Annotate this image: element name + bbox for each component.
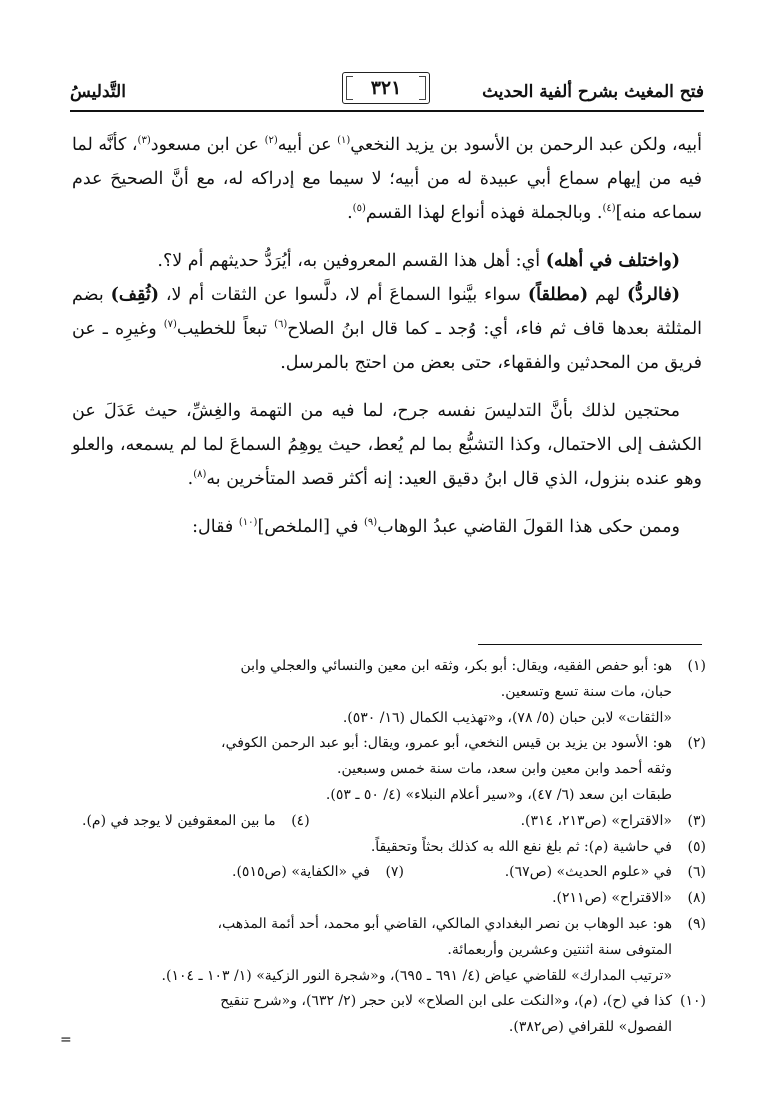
footnote-7: (٧) في «الكفاية» (ص٥١٥).	[232, 864, 404, 881]
footnote-4: (٤) ما بين المعقوفين لا يوجد في (م).	[82, 812, 310, 829]
footnotes	[72, 654, 706, 1041]
footnote-ref-3: (٣)	[137, 135, 151, 147]
paragraph-3: (فالردُّ) لهم (مطلقاً) سواء بيَّنوا السماعَ أم لا، دلَّسوا عن الثقات أم لا، (ثُقِف) بضم المثلثة بعدها قاف ثم فاء، أي: وُجد ـ كما قال ابنُ الصلاح$^{(٦)}$ تبعاً للخطيب$^{(٧)}$ وغيرِه ـ عن فريق من المحدثين والفقهاء، حتى بعض من احتج بالمرسل.	[72, 285, 703, 373]
book-title: فتح المغيث بشرح ألفية الحديث	[482, 82, 704, 102]
footnote-ref-9: (٩)	[364, 517, 378, 529]
footnote-1: (١) هو: أبو حفص الفقيه، ويقال: أبو بكر، وثقه ابن معين والنسائي والعجلي وابن حبان، مات سنة تسع وتسعين. «الثقات» لابن حبان (٥/ ٧٨)، و«تهذيب الكمال (١٦/ ٥٣٠).	[240, 658, 706, 726]
footnote-ref-6: (٦)	[274, 319, 288, 331]
header-rule	[70, 110, 704, 112]
page-number: ٣٢١	[342, 72, 430, 104]
footnote-ref-7: (٧)	[163, 319, 177, 331]
page-header	[70, 72, 704, 116]
footnote-ref-2: (٢)	[264, 135, 278, 147]
paragraph-5: وممن حكى هذا القولَ القاضي عبدُ الوهاب$^{(٩)}$ في [الملخص]$^{(١٠)}$ فقال:	[192, 517, 680, 537]
footnote-ref-8: (٨)	[193, 469, 207, 481]
footnote-row-3-4	[72, 809, 706, 835]
footnote-8: (٨) «الاقتراح» (ص٢١١).	[552, 890, 706, 907]
footnote-separator	[478, 644, 702, 645]
main-text	[72, 128, 702, 544]
footnote-row-6-7	[72, 860, 706, 886]
paragraph-4: محتجين لذلك بأنَّ التدليسَ نفسه جرح، لما فيه من التهمة والغِشِّ، حيث عَدَلَ عن الكشف إلى الاحتمال، وكذا التشبُّع بما لم يُعط، حيث يوهِمُ السماعَ لما لم يسمعه، والعلو وهو عنده بنزول، الذي قال ابنُ دقيق العيد: إنه أكثر قصد المتأخرين به$^{(٨)}$.	[72, 401, 702, 489]
footnote-9: (٩) هو: عبد الوهاب بن نصر البغدادي المالكي، القاضي أبو محمد، أحد أئمة المذهب، المتوفى سنة اثنتين وعشرين وأربعمائة. «ترتيب المدارك» للقاضي عياض (٤/ ٦٩١ ـ ٦٩٥)، و«شجرة النور الزكية» (١/ ١٠٣ ـ ١٠٤).	[161, 915, 706, 984]
margin-mark: =	[60, 1032, 72, 1048]
footnote-5: (٥) في حاشية (م): ثم بلغ نفع الله به كذلك بحثاً وتحقيقاً.	[370, 838, 706, 855]
paragraph-1: أبيه، ولكن عبد الرحمن بن الأسود بن يزيد النخعي$^{(١)}$ عن أبيه$^{(٢)}$ عن ابن مسعود$^{(٣)}$، كأنَّه لما فيه من إيهام سماع أبي عبيدة له من أبيه؛ لا سيما مع إدراكه له، مع أنَّ الصحيحَ عدم سماعه منه]$^{(٤)}$. وبالجملة فهذه أنواع لهذا القسم$^{(٥)}$.	[72, 135, 702, 223]
footnote-ref-4: (٤)	[602, 203, 616, 215]
section-title: التَّدليسُ	[70, 82, 126, 102]
footnote-3: (٣) «الاقتراح» (ص٢١٣، ٣١٤).	[520, 812, 706, 829]
paragraph-2: (واختلف في أهله) أي: أهل هذا القسم المعروفين به، أيُرَدُّ حديثهم أم لا؟.	[157, 251, 680, 271]
footnote-6: (٦) في «علوم الحديث» (ص٦٧).	[504, 864, 706, 881]
footnote-2: (٢) هو: الأسود بن يزيد بن قيس النخعي، أبو عمرو، ويقال: أبو عبد الرحمن الكوفي، وثقه أحمد وابن معين وابن سعد، مات سنة خمس وسبعين. طبقات ابن سعد (٦/ ٤٧)، و«سير أعلام النبلاء» (٤/ ٥٠ ـ ٥٣).	[221, 735, 706, 803]
footnote-10: (١٠) كذا في (ح)، (م)، و«النكت على ابن الصلاح» لابن حجر (٢/ ٦٣٢)، و«شرح تنقيح الفصول» للقرافي (ص٣٨٢).	[220, 993, 706, 1036]
footnote-ref-10: (١٠)	[238, 517, 258, 529]
footnote-ref-1: (١)	[337, 135, 351, 147]
footnote-ref-5: (٥)	[352, 203, 366, 215]
